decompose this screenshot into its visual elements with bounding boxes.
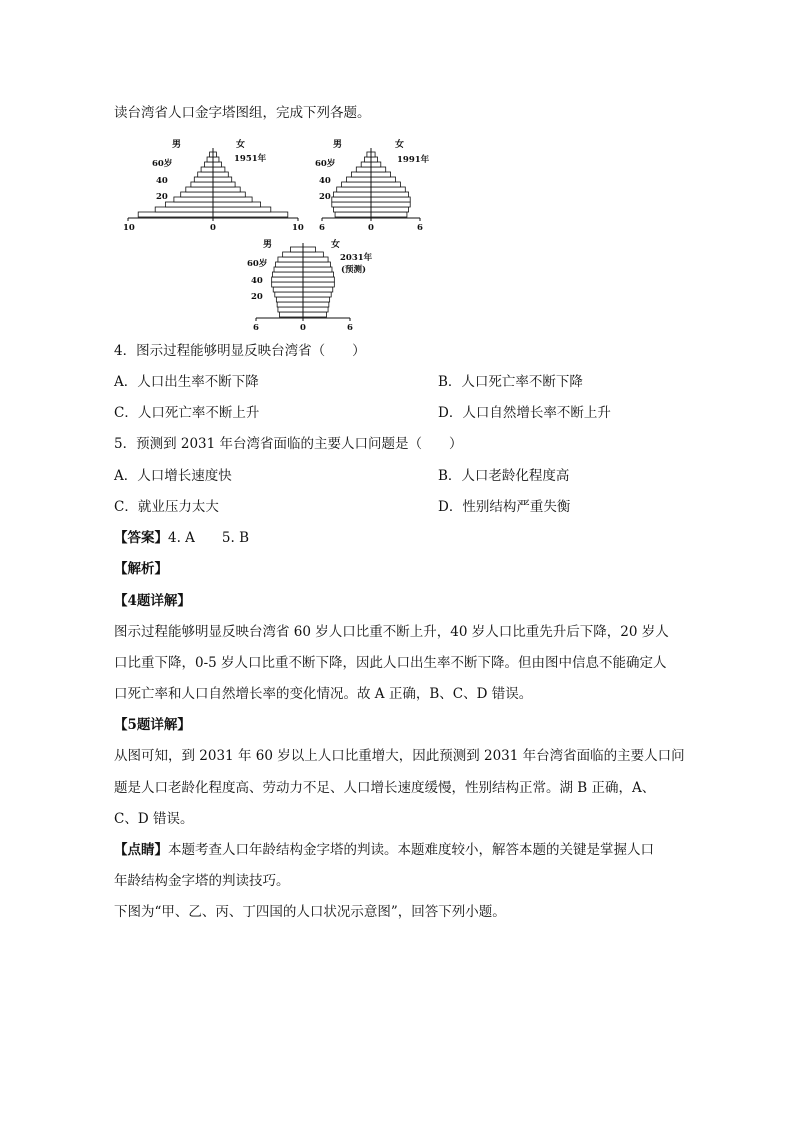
intro-text: 读台湾省人口金字塔图组，完成下列各题。	[114, 105, 371, 121]
q4-stem: 4．图示过程能够明显反映台湾省（ ）	[114, 343, 366, 359]
male-bar	[201, 167, 213, 172]
pyramid-2031	[247, 238, 373, 333]
female-bar	[213, 162, 222, 167]
pyramid-1951	[123, 138, 304, 233]
age-label-40: 40	[319, 176, 331, 186]
female-bar	[371, 197, 410, 202]
female-bar	[213, 157, 219, 162]
forecast-label: (预测)	[341, 265, 367, 275]
female-bar	[303, 292, 331, 297]
female-label: 女	[236, 140, 246, 150]
female-bar	[213, 202, 261, 207]
female-bar	[213, 187, 240, 192]
x-tick-left: 6	[253, 323, 259, 333]
female-bar	[303, 307, 328, 312]
pyramid-1991	[315, 138, 430, 233]
female-bar	[371, 187, 405, 192]
year-label: 1951年	[234, 154, 267, 164]
comment-text-1: 本题考查人口年龄结构金字塔的判读。本题难度较小，解答本题的关键是掌握人口	[168, 842, 654, 858]
age-label-20: 20	[156, 192, 168, 202]
male-bar	[274, 267, 303, 272]
q5-option-d: D．性别结构严重失衡	[438, 499, 571, 515]
male-label: 男	[263, 240, 273, 250]
pyramid-bars	[272, 243, 335, 318]
q5-detail-line-3: C、D 错误。	[114, 811, 194, 827]
analysis-label: 【解析】	[114, 561, 168, 577]
q5-detail-line-2: 题是人口老龄化程度高、劳动力不足、人口增长速度缓慢，性别结构正常。湖 B 正确，A、	[114, 780, 656, 796]
female-bar	[303, 302, 329, 307]
q4-option-c: C．人口死亡率不断上升	[114, 405, 260, 421]
age-label-60: 60岁	[247, 259, 268, 269]
female-bar	[303, 287, 333, 292]
female-label: 女	[331, 240, 341, 250]
comment-line-2: 年龄结构金字塔的判读技巧。	[114, 873, 290, 889]
answer-text: 4. A 5. B	[168, 530, 250, 546]
male-bar	[272, 277, 303, 282]
age-label-20: 20	[251, 292, 263, 302]
q4-detail-label: 【4题详解】	[114, 593, 191, 609]
male-bar	[333, 207, 371, 212]
female-bar	[213, 172, 228, 177]
next-intro-text: 下图为“甲、乙、丙、丁四国的人口状况示意图”，回答下列小题。	[114, 904, 506, 920]
female-bar	[303, 297, 330, 302]
female-bar	[371, 212, 407, 217]
q5-option-b: B．人口老龄化程度高	[438, 468, 570, 484]
female-bar	[213, 197, 252, 202]
female-label: 女	[395, 140, 405, 150]
male-bar	[335, 212, 371, 217]
x-tick-center: 0	[210, 223, 216, 233]
q4-detail-line-1: 图示过程能够明显反映台湾省 60 岁人口比重不断上升，40 岁人口比重先升后下降，20 岁人	[114, 624, 669, 640]
male-bar	[181, 192, 213, 197]
male-bar	[367, 152, 371, 157]
q4-detail-line-3: 口死亡率和人口自然增长率的变化情况。故 A 正确，B、C、D 错误。	[114, 686, 533, 702]
female-bar	[213, 182, 235, 187]
comment-label: 【点睛】	[114, 842, 168, 858]
male-bar	[207, 157, 213, 162]
female-bar	[371, 152, 375, 157]
male-bar	[278, 257, 303, 262]
female-bar	[303, 267, 332, 272]
female-bar	[303, 257, 328, 262]
comment-line-1	[114, 840, 654, 860]
male-bar	[332, 202, 371, 207]
x-tick-center: 0	[300, 323, 306, 333]
male-bar	[356, 167, 371, 172]
q4-option-a: A．人口出生率不断下降	[114, 374, 259, 390]
male-bar	[276, 262, 303, 267]
male-bar	[277, 302, 303, 307]
female-bar	[371, 202, 410, 207]
female-bar	[371, 162, 381, 167]
male-label: 男	[333, 140, 343, 150]
female-bar	[213, 152, 216, 157]
male-bar	[194, 177, 213, 182]
male-bar	[174, 197, 213, 202]
male-label: 男	[172, 140, 182, 150]
male-bar	[351, 172, 371, 177]
x-tick-right: 10	[292, 223, 304, 233]
male-bar	[347, 177, 372, 182]
female-bar	[371, 157, 378, 162]
age-label-40: 40	[251, 276, 263, 286]
year-label: 2031年	[340, 253, 373, 263]
male-bar	[191, 182, 213, 187]
male-bar	[332, 197, 371, 202]
q5-stem: 5．预测到 2031 年台湾省面临的主要人口问题是（ ）	[114, 436, 463, 452]
male-bar	[155, 207, 213, 212]
q5-option-a: A．人口增长速度快	[114, 468, 232, 484]
q4-option-b: B．人口死亡率不断下降	[438, 374, 583, 390]
male-bar	[333, 192, 371, 197]
male-bar	[278, 307, 303, 312]
male-bar	[361, 162, 371, 167]
male-bar	[337, 187, 371, 192]
population-pyramid-figure	[0, 135, 794, 375]
male-bar	[283, 252, 303, 257]
answer-label: 【答案】	[114, 530, 168, 546]
male-bar	[272, 282, 303, 287]
female-bar	[303, 277, 334, 282]
male-bar	[364, 157, 371, 162]
female-bar	[303, 282, 334, 287]
male-bar	[290, 247, 303, 252]
female-bar	[303, 312, 327, 317]
female-bar	[371, 177, 396, 182]
age-label-60: 60岁	[315, 159, 336, 169]
female-bar	[303, 252, 323, 257]
x-tick-right: 6	[417, 223, 423, 233]
age-label-40: 40	[156, 176, 168, 186]
male-bar	[342, 182, 371, 187]
male-bar	[276, 297, 303, 302]
female-bar	[213, 177, 232, 182]
q4-detail-line-2: 口比重下降，0-5 岁人口比重不断下降，因此人口出生率不断下降。但由图中信息不能确定人	[114, 655, 667, 671]
female-bar	[213, 167, 225, 172]
q5-detail-line-1: 从图可知，到 2031 年 60 岁以上人口比重增大，因此预测到 2031 年台湾省面临的主要人口问	[114, 748, 685, 764]
male-bar	[165, 202, 213, 207]
female-bar	[303, 247, 316, 252]
female-bar	[303, 262, 330, 267]
age-label-60: 60岁	[152, 159, 173, 169]
x-tick-left: 6	[319, 223, 325, 233]
male-bar	[138, 212, 213, 217]
male-bar	[275, 292, 303, 297]
female-bar	[213, 212, 288, 217]
female-bar	[371, 172, 391, 177]
female-bar	[371, 207, 409, 212]
age-label-20: 20	[319, 192, 331, 202]
male-bar	[186, 187, 213, 192]
q5-option-c: C．就业压力太大	[114, 499, 219, 515]
male-bar	[198, 172, 213, 177]
female-bar	[371, 182, 400, 187]
male-bar	[273, 287, 303, 292]
male-bar	[205, 162, 214, 167]
male-bar	[210, 152, 213, 157]
female-bar	[213, 207, 271, 212]
x-tick-left: 10	[123, 223, 135, 233]
female-bar	[303, 272, 334, 277]
q5-detail-label: 【5题详解】	[114, 717, 191, 733]
q4-option-d: D．人口自然增长率不断上升	[438, 405, 611, 421]
female-bar	[213, 192, 245, 197]
male-bar	[272, 272, 303, 277]
answer-line	[114, 528, 249, 548]
x-tick-right: 6	[347, 323, 353, 333]
x-tick-center: 0	[368, 223, 374, 233]
male-bar	[280, 312, 304, 317]
year-label: 1991年	[397, 155, 430, 165]
female-bar	[371, 192, 409, 197]
female-bar	[371, 167, 386, 172]
